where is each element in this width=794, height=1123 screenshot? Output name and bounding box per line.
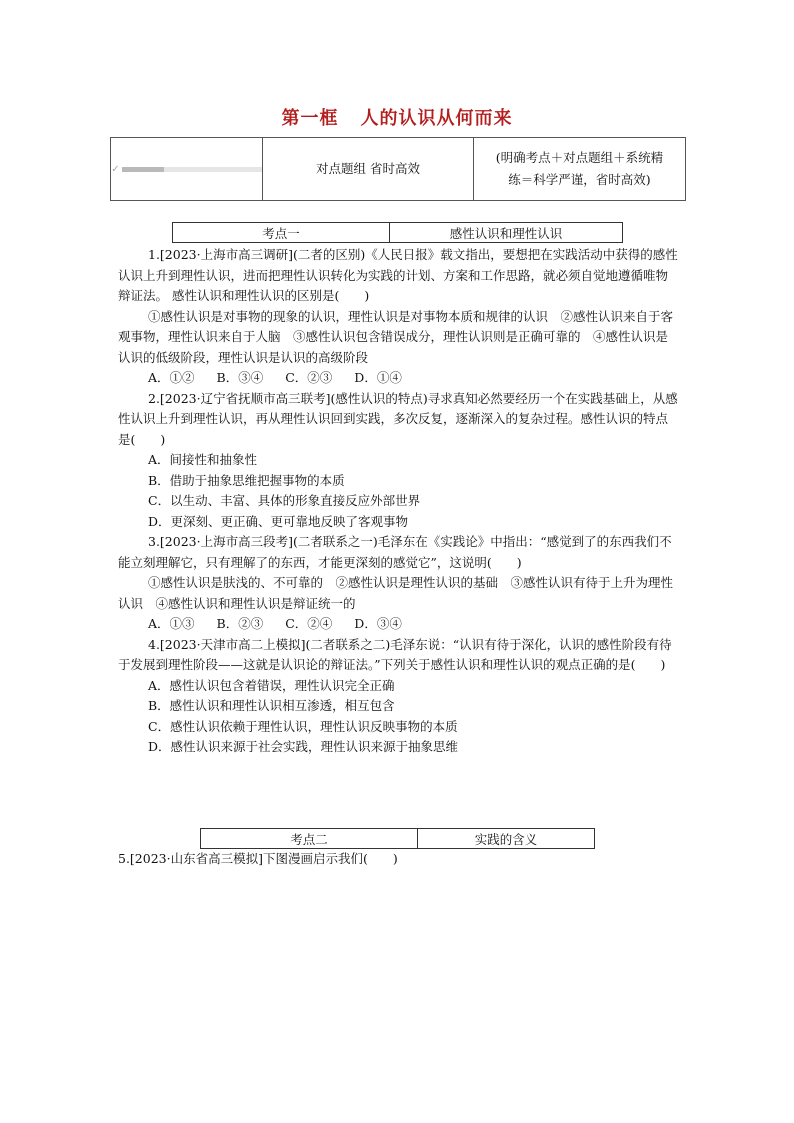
title-part2: 人的认识从何而来 <box>360 108 513 129</box>
kaodian1-table <box>172 222 623 243</box>
q1-option-a: A．①② <box>148 370 195 385</box>
q1-option-c: C．②③ <box>285 370 333 385</box>
q3-stem: 3.[2023·上海市高三段考](二者联系之一)毛泽东在《实践论》中指出：“感觉到了的东西我们不能立刻理解它，只有理解了的东西，才能更深刻的感觉它”，这说明( ) <box>118 534 672 570</box>
section-header-table <box>110 137 686 201</box>
questions-block-1 <box>118 245 680 758</box>
q2-stem: 2.[2023·辽宁省抚顺市高三联考](感性认识的特点)寻求真知必然要经历一个在实践基础上，从感性认识上升到理性认识，再从理性认识回到实践，多次反复，逐渐深入的复杂过程。感性认识的特点是( ) <box>118 390 678 447</box>
q3-option-a: A．①③ <box>148 616 195 631</box>
q3-option-d: D．③④ <box>354 616 402 631</box>
logo-progress-fill <box>122 167 164 172</box>
q1-option-d: D．①④ <box>354 370 402 385</box>
q5-stem: 5.[2023·山东省高三模拟]下图漫画启示我们( ) <box>118 851 398 866</box>
q4-option-c: C．感性认识依赖于理性认识，理性认识反映事物的本质 <box>148 718 458 734</box>
q4-option-b: B．感性认识和理性认识相互渗透，相互包含 <box>148 698 395 713</box>
q2-option-c: C．以生动、丰富、具体的形象直接反应外部世界 <box>148 493 421 508</box>
logo-cell <box>111 138 263 201</box>
kaodian1-label: 考点一 <box>173 223 390 243</box>
q2-option-b: B．借助于抽象思维把握事物的本质 <box>148 472 345 488</box>
kaodian1-topic: 感性认识和理性认识 <box>390 223 623 243</box>
q2-option-d: D．更深刻、更正确、更可靠地反映了客观事物 <box>148 513 409 529</box>
header-right-line1: (明确考点＋对点题组＋系统精 <box>495 150 664 165</box>
q4-option-a: A．感性认识包含着错误，理性认识完全正确 <box>148 677 395 693</box>
logo-progress-bar <box>122 167 262 172</box>
q1-option-b: B．③④ <box>216 370 264 385</box>
check-icon: ✓ <box>111 164 120 175</box>
q4-stem: 4.[2023·天津市高二上模拟](二者联系之二)毛泽东说：“认识有待于深化，认识的感性阶段有待于发展到理性阶段——这就是认识论的辩证法。”下列关于感性认识和理性认识的观点正确的是( ) <box>118 636 672 672</box>
header-right-line2: 练＝科学严谨，省时高效) <box>508 172 651 187</box>
q3-items: ①感性认识是肤浅的、不可靠的 ②感性认识是理性认识的基础 ③感性认识有待于上升为理性认识 ④感性认识和理性认识是辩证统一的 <box>118 575 674 611</box>
questions-block-2 <box>118 849 680 870</box>
kaodian2-table <box>200 828 595 849</box>
kaodian2-label: 考点二 <box>201 829 418 849</box>
header-middle: 对点题组 省时高效 <box>263 138 474 201</box>
page-title <box>0 104 794 130</box>
title-part1: 第一框 <box>281 108 339 129</box>
q3-option-c: C．②④ <box>285 616 333 631</box>
kaodian2-topic: 实践的含义 <box>418 829 595 849</box>
q4-option-d: D．感性认识来源于社会实践，理性认识来源于抽象思维 <box>148 739 459 754</box>
q1-options <box>118 368 680 389</box>
q3-option-b: B．②③ <box>216 616 264 631</box>
header-right <box>474 138 686 201</box>
q3-options <box>118 614 680 635</box>
q1-items: ①感性认识是对事物的现象的认识，理性认识是对事物本质和规律的认识 ②感性认识来自于客观事物，理性认识来自于人脑 ③感性认识包含错误成分，理性认识则是正确可靠的 ④感性认识是认识的低级阶段，理性认识是认识的高级阶段 <box>118 308 674 365</box>
q2-option-a: A．间接性和抽象性 <box>148 452 258 467</box>
q1-stem: 1.[2023·上海市高三调研](二者的区别)《人民日报》载文指出，要想把在实践活动中获得的感性认识上升到理性认识，进而把理性认识转化为实践的计划、方案和工作思路，就必须自觉地遵循唯物辩证法。 感性认识和理性认识的区别是( ) <box>118 247 678 303</box>
